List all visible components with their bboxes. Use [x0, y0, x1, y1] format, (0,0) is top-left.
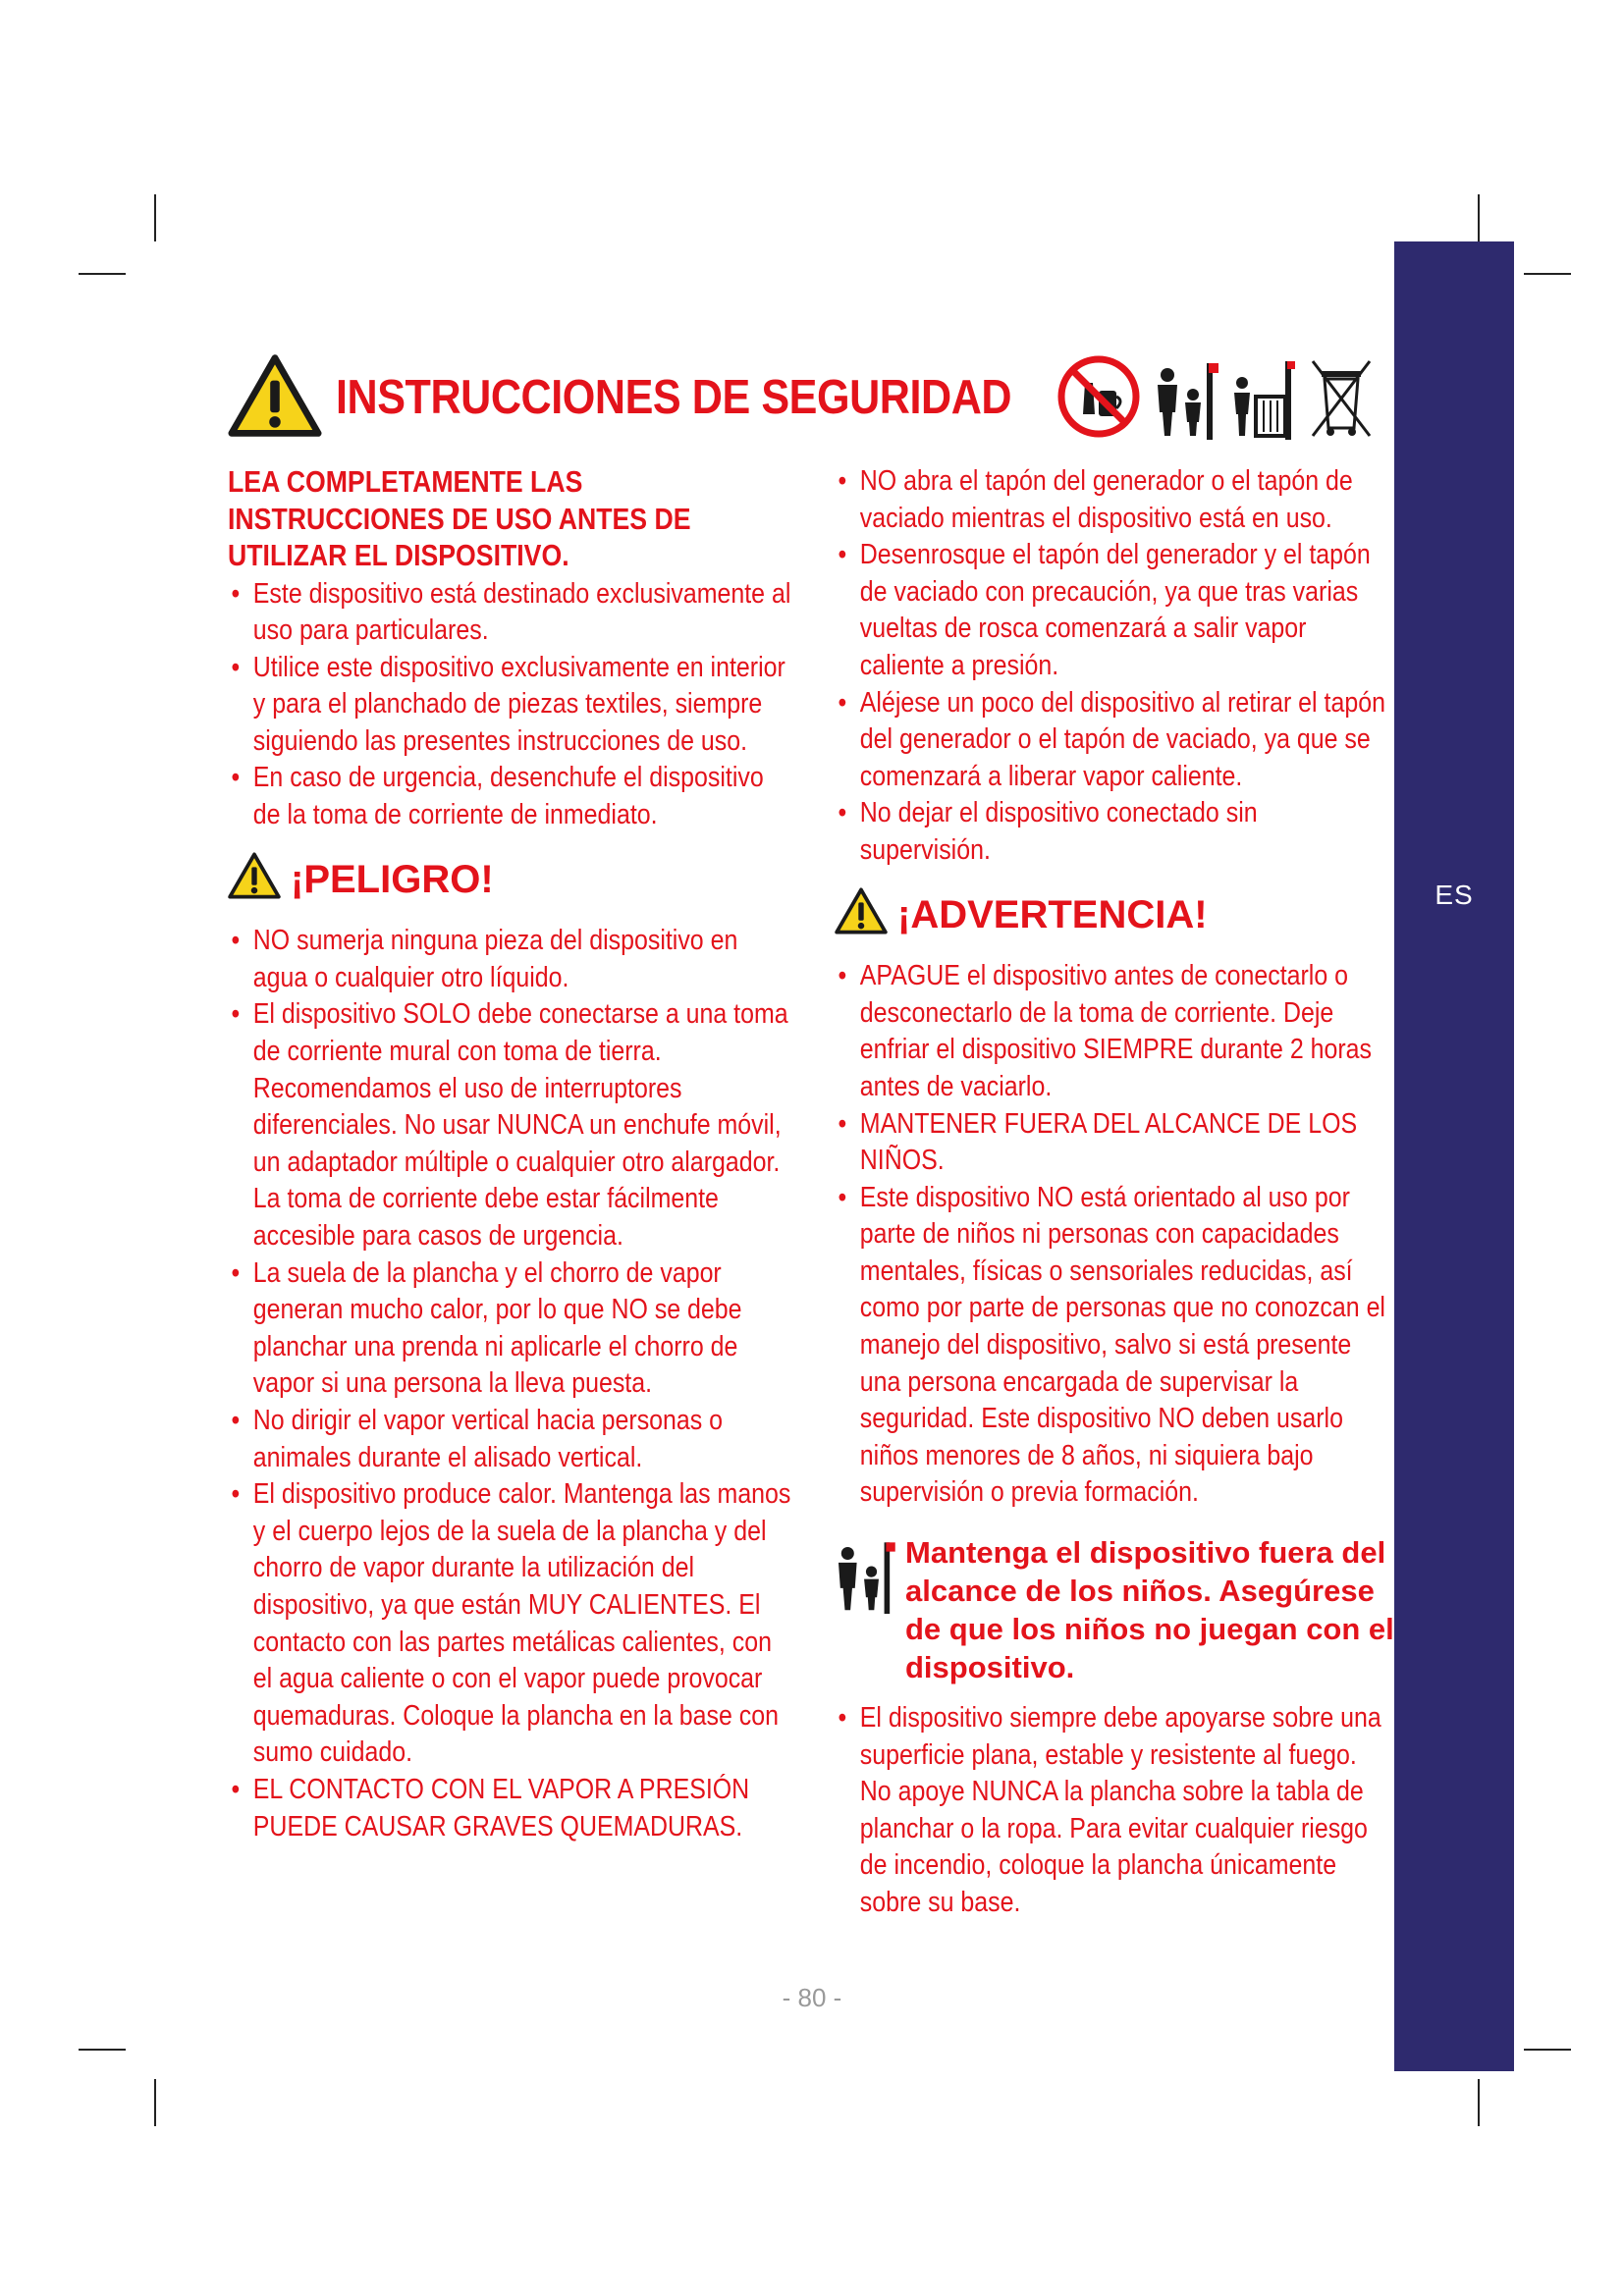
- language-label: ES: [1435, 880, 1474, 910]
- list-item: • No dirigir el vapor vertical hacia personas o animales durante el alisado vertical.: [228, 1403, 796, 1476]
- warning-icon: [228, 852, 281, 910]
- danger-list: [228, 923, 796, 1845]
- list-item: • NO abra el tapón del generador o el tapón de vaciado mientras el dispositivo está en uso.: [835, 463, 1393, 537]
- list-item: • APAGUE el dispositivo antes de conectarlo o desconectarlo de la toma de corriente. Deje enfriar el dispositivo SIEMPRE durante 2 horas antes de vaciarlo.: [835, 958, 1393, 1105]
- keep-away-children-icon: [1154, 353, 1218, 445]
- warning-title: ¡ADVERTENCIA!: [897, 893, 1208, 937]
- list-item: • Este dispositivo NO está orientado al uso por parte de niños ni personas con capacidades mentales, físicas o sensoriales reducidas, así como por parte de personas que no conozcan el manejo del dispositivo, salvo si está presente una persona encargada de supervisar la seguridad. Este dispositivo NO deben usarlo niños menores de 8 años, ni siquiera bajo supervisión o previa formación.: [835, 1180, 1393, 1512]
- page-header: [228, 353, 1104, 442]
- crop-mark: [154, 2079, 156, 2126]
- danger-heading: [228, 852, 797, 910]
- crop-mark: [79, 2049, 126, 2051]
- waste-bin-icon: [1230, 353, 1295, 445]
- list-item: • Este dispositivo está destinado exclusivamente al uso para particulares.: [228, 576, 796, 650]
- general-list: [228, 576, 796, 834]
- crop-mark: [1524, 2049, 1571, 2051]
- right-column: [835, 463, 1394, 1922]
- list-item: • La suela de la plancha y el chorro de vapor generan mucho calor, por lo que NO se debe planchar una prenda ni aplicarle el chorro de vapor si una persona la lleva puesta.: [228, 1255, 796, 1403]
- keep-away-children-icon: [835, 1533, 895, 1625]
- no-drinking-icon: [1056, 353, 1142, 445]
- list-item: • MANTENER FUERA DEL ALCANCE DE LOS NIÑOS.: [835, 1106, 1393, 1180]
- list-item: • No dejar el dispositivo conectado sin supervisión.: [835, 795, 1393, 869]
- list-item: • EL CONTACTO CON EL VAPOR A PRESIÓN PUEDE CAUSAR GRAVES QUEMADURAS.: [228, 1772, 796, 1845]
- caution-list: [835, 463, 1393, 870]
- language-side-tab: [1394, 241, 1514, 2071]
- list-item: • En caso de urgencia, desenchufe el dispositivo de la toma de corriente de inmediato.: [228, 760, 796, 833]
- crop-mark: [79, 273, 126, 275]
- list-item: • El dispositivo siempre debe apoyarse sobre una superficie plana, estable y resistente al fuego. No apoye NUNCA la plancha sobre la tabla de planchar o la ropa. Para evitar cualquier riesgo de incendio, coloque la plancha únicamente sobre su base.: [835, 1700, 1393, 1922]
- list-item: • El dispositivo SOLO debe conectarse a una toma de corriente mural con toma de tierra. Recomendamos el uso de interruptores diferenciales. No usar NUNCA un enchufe móvil, un adaptador múltiple o cualquier otro alargador. La toma de corriente debe estar fácilmente accesible para casos de urgencia.: [228, 996, 796, 1255]
- child-safety-notice: [835, 1533, 1394, 1686]
- crop-mark: [1478, 194, 1480, 241]
- child-notice-text: Mantenga el dispositivo fuera del alcance de los niños. Asegúrese de que los niños no juegan con el dispositivo.: [905, 1535, 1394, 1685]
- page-title: INSTRUCCIONES DE SEGURIDAD: [336, 371, 1012, 424]
- crossed-bin-icon: [1307, 353, 1376, 445]
- safety-symbols: [1056, 353, 1376, 444]
- crop-mark: [1478, 2079, 1480, 2126]
- list-item: • El dispositivo produce calor. Mantenga las manos y el cuerpo lejos de la suela de la plancha y del chorro de vapor durante la utilización del dispositivo, ya que están MUY CALIENTES. El contacto con las partes metálicas calientes, con el agua caliente o con el vapor puede provocar quemaduras. Coloque la plancha en la base con sumo cuidado.: [228, 1476, 796, 1772]
- list-item: • Desenrosque el tapón del generador y el tapón de vaciado con precaución, ya que tras varias vueltas de rosca comenzará a salir vapor caliente a presión.: [835, 537, 1393, 684]
- warning-icon: [228, 353, 322, 443]
- crop-mark: [154, 194, 156, 241]
- list-item: • Utilice este dispositivo exclusivamente en interior y para el planchado de piezas textiles, siempre siguiendo las presentes instrucciones de uso.: [228, 650, 796, 761]
- left-column: [228, 463, 797, 1845]
- page-number: - 80 -: [782, 1983, 842, 2012]
- intro-warning: LEA COMPLETAMENTE LAS INSTRUCCIONES DE USO ANTES DE UTILIZAR EL DISPOSITIVO.: [228, 464, 691, 572]
- warning-list: [835, 958, 1393, 1512]
- list-item: • NO sumerja ninguna pieza del dispositivo en agua o cualquier otro líquido.: [228, 923, 796, 996]
- warning-heading: [835, 887, 1394, 945]
- list-item: • Aléjese un poco del dispositivo al retirar el tapón del generador o el tapón de vaciado, ya que se comenzará a liberar vapor caliente.: [835, 685, 1393, 796]
- warning-icon: [835, 887, 888, 945]
- danger-title: ¡PELIGRO!: [291, 858, 494, 902]
- final-list: [835, 1700, 1393, 1922]
- crop-mark: [1524, 273, 1571, 275]
